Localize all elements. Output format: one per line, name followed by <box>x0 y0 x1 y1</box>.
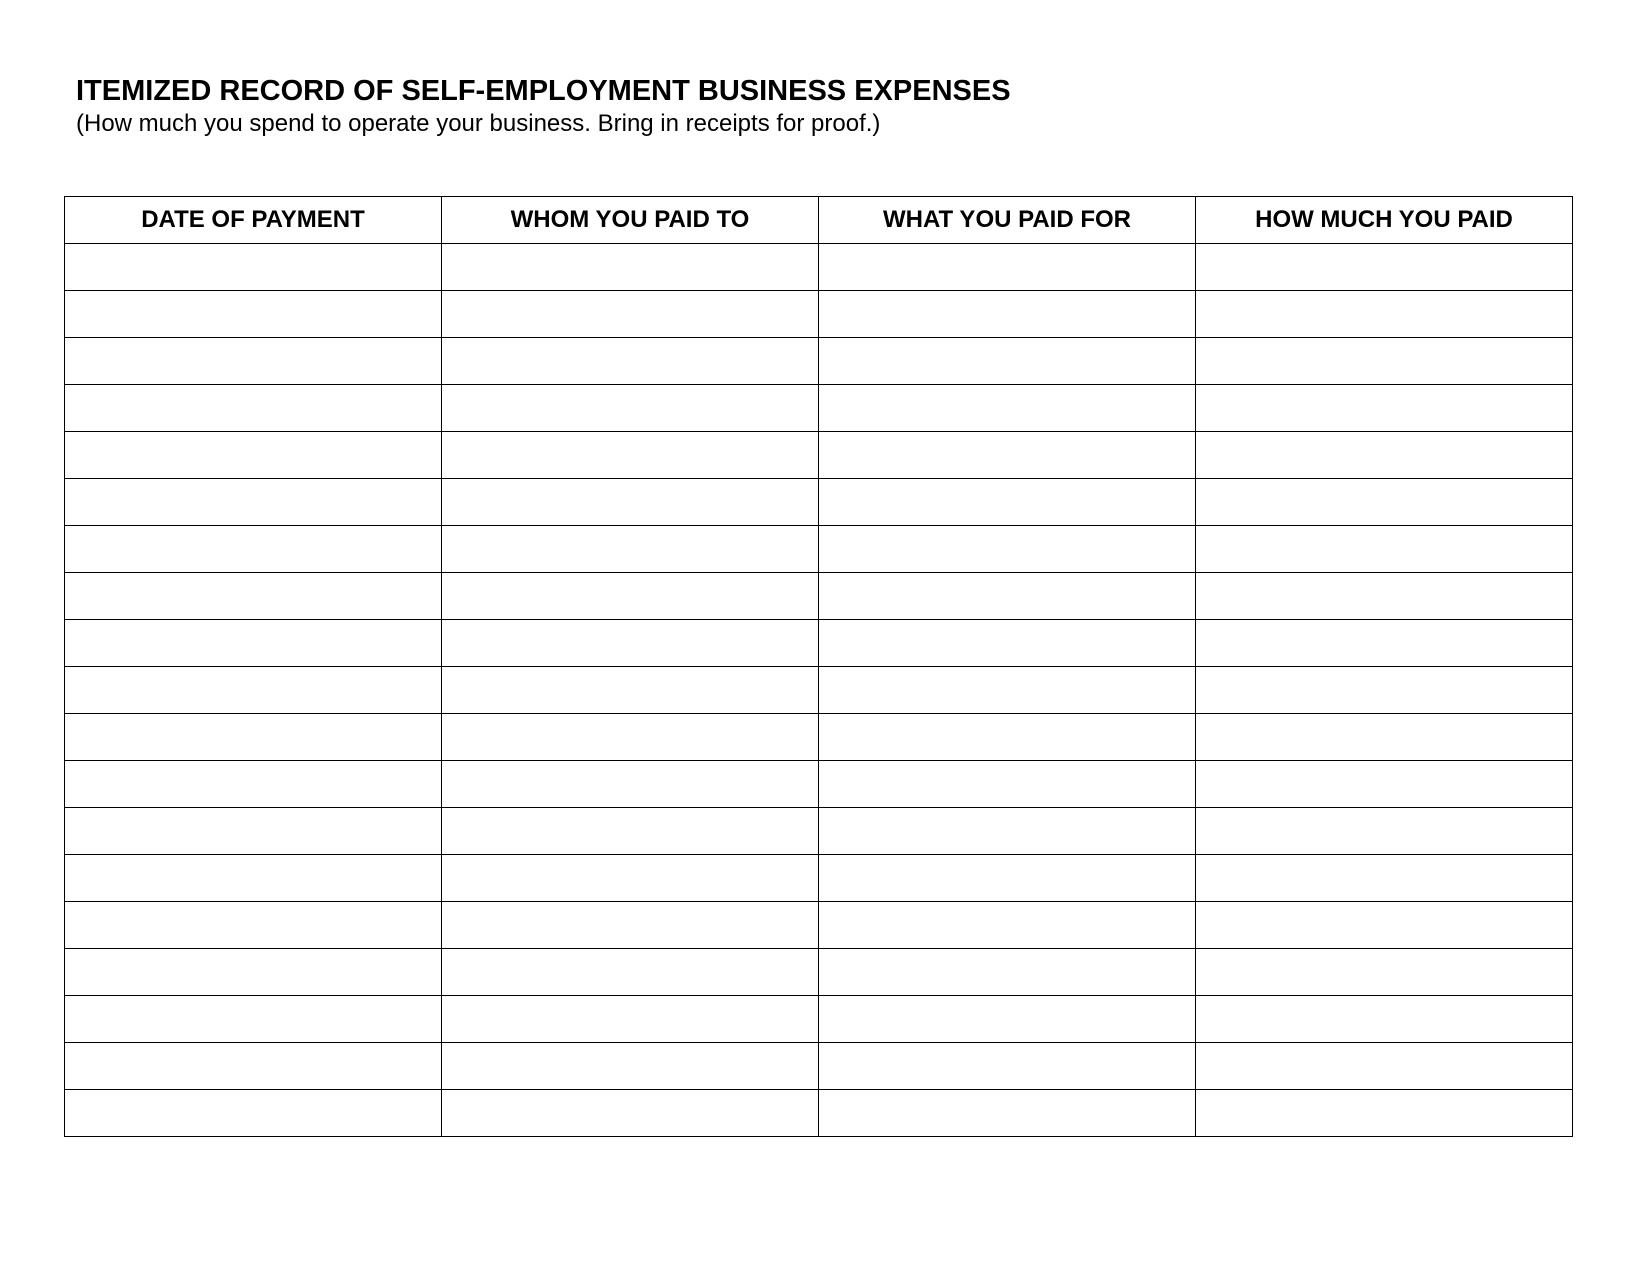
cell-how-much-you-paid[interactable] <box>1196 1090 1573 1137</box>
cell-date-of-payment[interactable] <box>65 667 442 714</box>
cell-whom-you-paid-to[interactable] <box>442 620 819 667</box>
cell-how-much-you-paid[interactable] <box>1196 620 1573 667</box>
table-row <box>65 573 1573 620</box>
cell-date-of-payment[interactable] <box>65 902 442 949</box>
cell-what-you-paid-for[interactable] <box>819 432 1196 479</box>
cell-how-much-you-paid[interactable] <box>1196 996 1573 1043</box>
cell-how-much-you-paid[interactable] <box>1196 526 1573 573</box>
cell-what-you-paid-for[interactable] <box>819 1090 1196 1137</box>
cell-what-you-paid-for[interactable] <box>819 996 1196 1043</box>
cell-how-much-you-paid[interactable] <box>1196 385 1573 432</box>
column-header-how-much-you-paid: HOW MUCH YOU PAID <box>1196 197 1573 244</box>
cell-how-much-you-paid[interactable] <box>1196 761 1573 808</box>
column-header-date-of-payment: DATE OF PAYMENT <box>65 197 442 244</box>
table-row <box>65 949 1573 996</box>
cell-date-of-payment[interactable] <box>65 949 442 996</box>
cell-what-you-paid-for[interactable] <box>819 949 1196 996</box>
cell-date-of-payment[interactable] <box>65 244 442 291</box>
cell-how-much-you-paid[interactable] <box>1196 338 1573 385</box>
cell-whom-you-paid-to[interactable] <box>442 479 819 526</box>
cell-whom-you-paid-to[interactable] <box>442 949 819 996</box>
cell-date-of-payment[interactable] <box>65 291 442 338</box>
cell-how-much-you-paid[interactable] <box>1196 573 1573 620</box>
cell-date-of-payment[interactable] <box>65 714 442 761</box>
cell-whom-you-paid-to[interactable] <box>442 385 819 432</box>
cell-whom-you-paid-to[interactable] <box>442 432 819 479</box>
table-row <box>65 620 1573 667</box>
cell-how-much-you-paid[interactable] <box>1196 855 1573 902</box>
table-row <box>65 1090 1573 1137</box>
table-row <box>65 855 1573 902</box>
cell-date-of-payment[interactable] <box>65 620 442 667</box>
cell-date-of-payment[interactable] <box>65 526 442 573</box>
cell-whom-you-paid-to[interactable] <box>442 573 819 620</box>
cell-whom-you-paid-to[interactable] <box>442 996 819 1043</box>
table-row <box>65 338 1573 385</box>
page-title: ITEMIZED RECORD OF SELF-EMPLOYMENT BUSINESS EXPENSES <box>76 75 1011 107</box>
cell-date-of-payment[interactable] <box>65 761 442 808</box>
cell-what-you-paid-for[interactable] <box>819 385 1196 432</box>
cell-date-of-payment[interactable] <box>65 479 442 526</box>
cell-date-of-payment[interactable] <box>65 338 442 385</box>
cell-how-much-you-paid[interactable] <box>1196 667 1573 714</box>
table-row <box>65 996 1573 1043</box>
cell-date-of-payment[interactable] <box>65 573 442 620</box>
cell-date-of-payment[interactable] <box>65 855 442 902</box>
cell-how-much-you-paid[interactable] <box>1196 714 1573 761</box>
table-row <box>65 902 1573 949</box>
column-header-what-you-paid-for: WHAT YOU PAID FOR <box>819 197 1196 244</box>
header-row <box>65 197 1573 244</box>
table-row <box>65 479 1573 526</box>
table-row <box>65 244 1573 291</box>
cell-date-of-payment[interactable] <box>65 996 442 1043</box>
cell-what-you-paid-for[interactable] <box>819 620 1196 667</box>
cell-how-much-you-paid[interactable] <box>1196 432 1573 479</box>
cell-whom-you-paid-to[interactable] <box>442 1043 819 1090</box>
cell-date-of-payment[interactable] <box>65 432 442 479</box>
cell-date-of-payment[interactable] <box>65 385 442 432</box>
table-row <box>65 1043 1573 1090</box>
cell-how-much-you-paid[interactable] <box>1196 244 1573 291</box>
table-header <box>65 197 1573 244</box>
cell-date-of-payment[interactable] <box>65 808 442 855</box>
cell-what-you-paid-for[interactable] <box>819 244 1196 291</box>
table-row <box>65 432 1573 479</box>
cell-what-you-paid-for[interactable] <box>819 526 1196 573</box>
cell-whom-you-paid-to[interactable] <box>442 714 819 761</box>
cell-how-much-you-paid[interactable] <box>1196 1043 1573 1090</box>
cell-what-you-paid-for[interactable] <box>819 714 1196 761</box>
table-row <box>65 714 1573 761</box>
cell-whom-you-paid-to[interactable] <box>442 667 819 714</box>
cell-what-you-paid-for[interactable] <box>819 338 1196 385</box>
cell-date-of-payment[interactable] <box>65 1090 442 1137</box>
table-row <box>65 385 1573 432</box>
table-row <box>65 667 1573 714</box>
cell-whom-you-paid-to[interactable] <box>442 526 819 573</box>
table-row <box>65 526 1573 573</box>
cell-whom-you-paid-to[interactable] <box>442 291 819 338</box>
cell-whom-you-paid-to[interactable] <box>442 761 819 808</box>
cell-what-you-paid-for[interactable] <box>819 761 1196 808</box>
cell-whom-you-paid-to[interactable] <box>442 855 819 902</box>
cell-how-much-you-paid[interactable] <box>1196 808 1573 855</box>
cell-how-much-you-paid[interactable] <box>1196 949 1573 996</box>
cell-whom-you-paid-to[interactable] <box>442 902 819 949</box>
cell-what-you-paid-for[interactable] <box>819 573 1196 620</box>
table-row <box>65 808 1573 855</box>
cell-how-much-you-paid[interactable] <box>1196 291 1573 338</box>
cell-whom-you-paid-to[interactable] <box>442 338 819 385</box>
cell-what-you-paid-for[interactable] <box>819 902 1196 949</box>
cell-what-you-paid-for[interactable] <box>819 667 1196 714</box>
expense-table <box>64 196 1573 1137</box>
table-row <box>65 761 1573 808</box>
table-row <box>65 291 1573 338</box>
cell-what-you-paid-for[interactable] <box>819 479 1196 526</box>
cell-what-you-paid-for[interactable] <box>819 291 1196 338</box>
cell-whom-you-paid-to[interactable] <box>442 1090 819 1137</box>
cell-how-much-you-paid[interactable] <box>1196 902 1573 949</box>
cell-whom-you-paid-to[interactable] <box>442 808 819 855</box>
table-body <box>65 244 1573 1137</box>
cell-how-much-you-paid[interactable] <box>1196 479 1573 526</box>
cell-whom-you-paid-to[interactable] <box>442 244 819 291</box>
cell-what-you-paid-for[interactable] <box>819 1043 1196 1090</box>
page-subtitle: (How much you spend to operate your business. Bring in receipts for proof.) <box>76 110 881 137</box>
cell-date-of-payment[interactable] <box>65 1043 442 1090</box>
column-header-whom-you-paid-to: WHOM YOU PAID TO <box>442 197 819 244</box>
cell-what-you-paid-for[interactable] <box>819 855 1196 902</box>
cell-what-you-paid-for[interactable] <box>819 808 1196 855</box>
